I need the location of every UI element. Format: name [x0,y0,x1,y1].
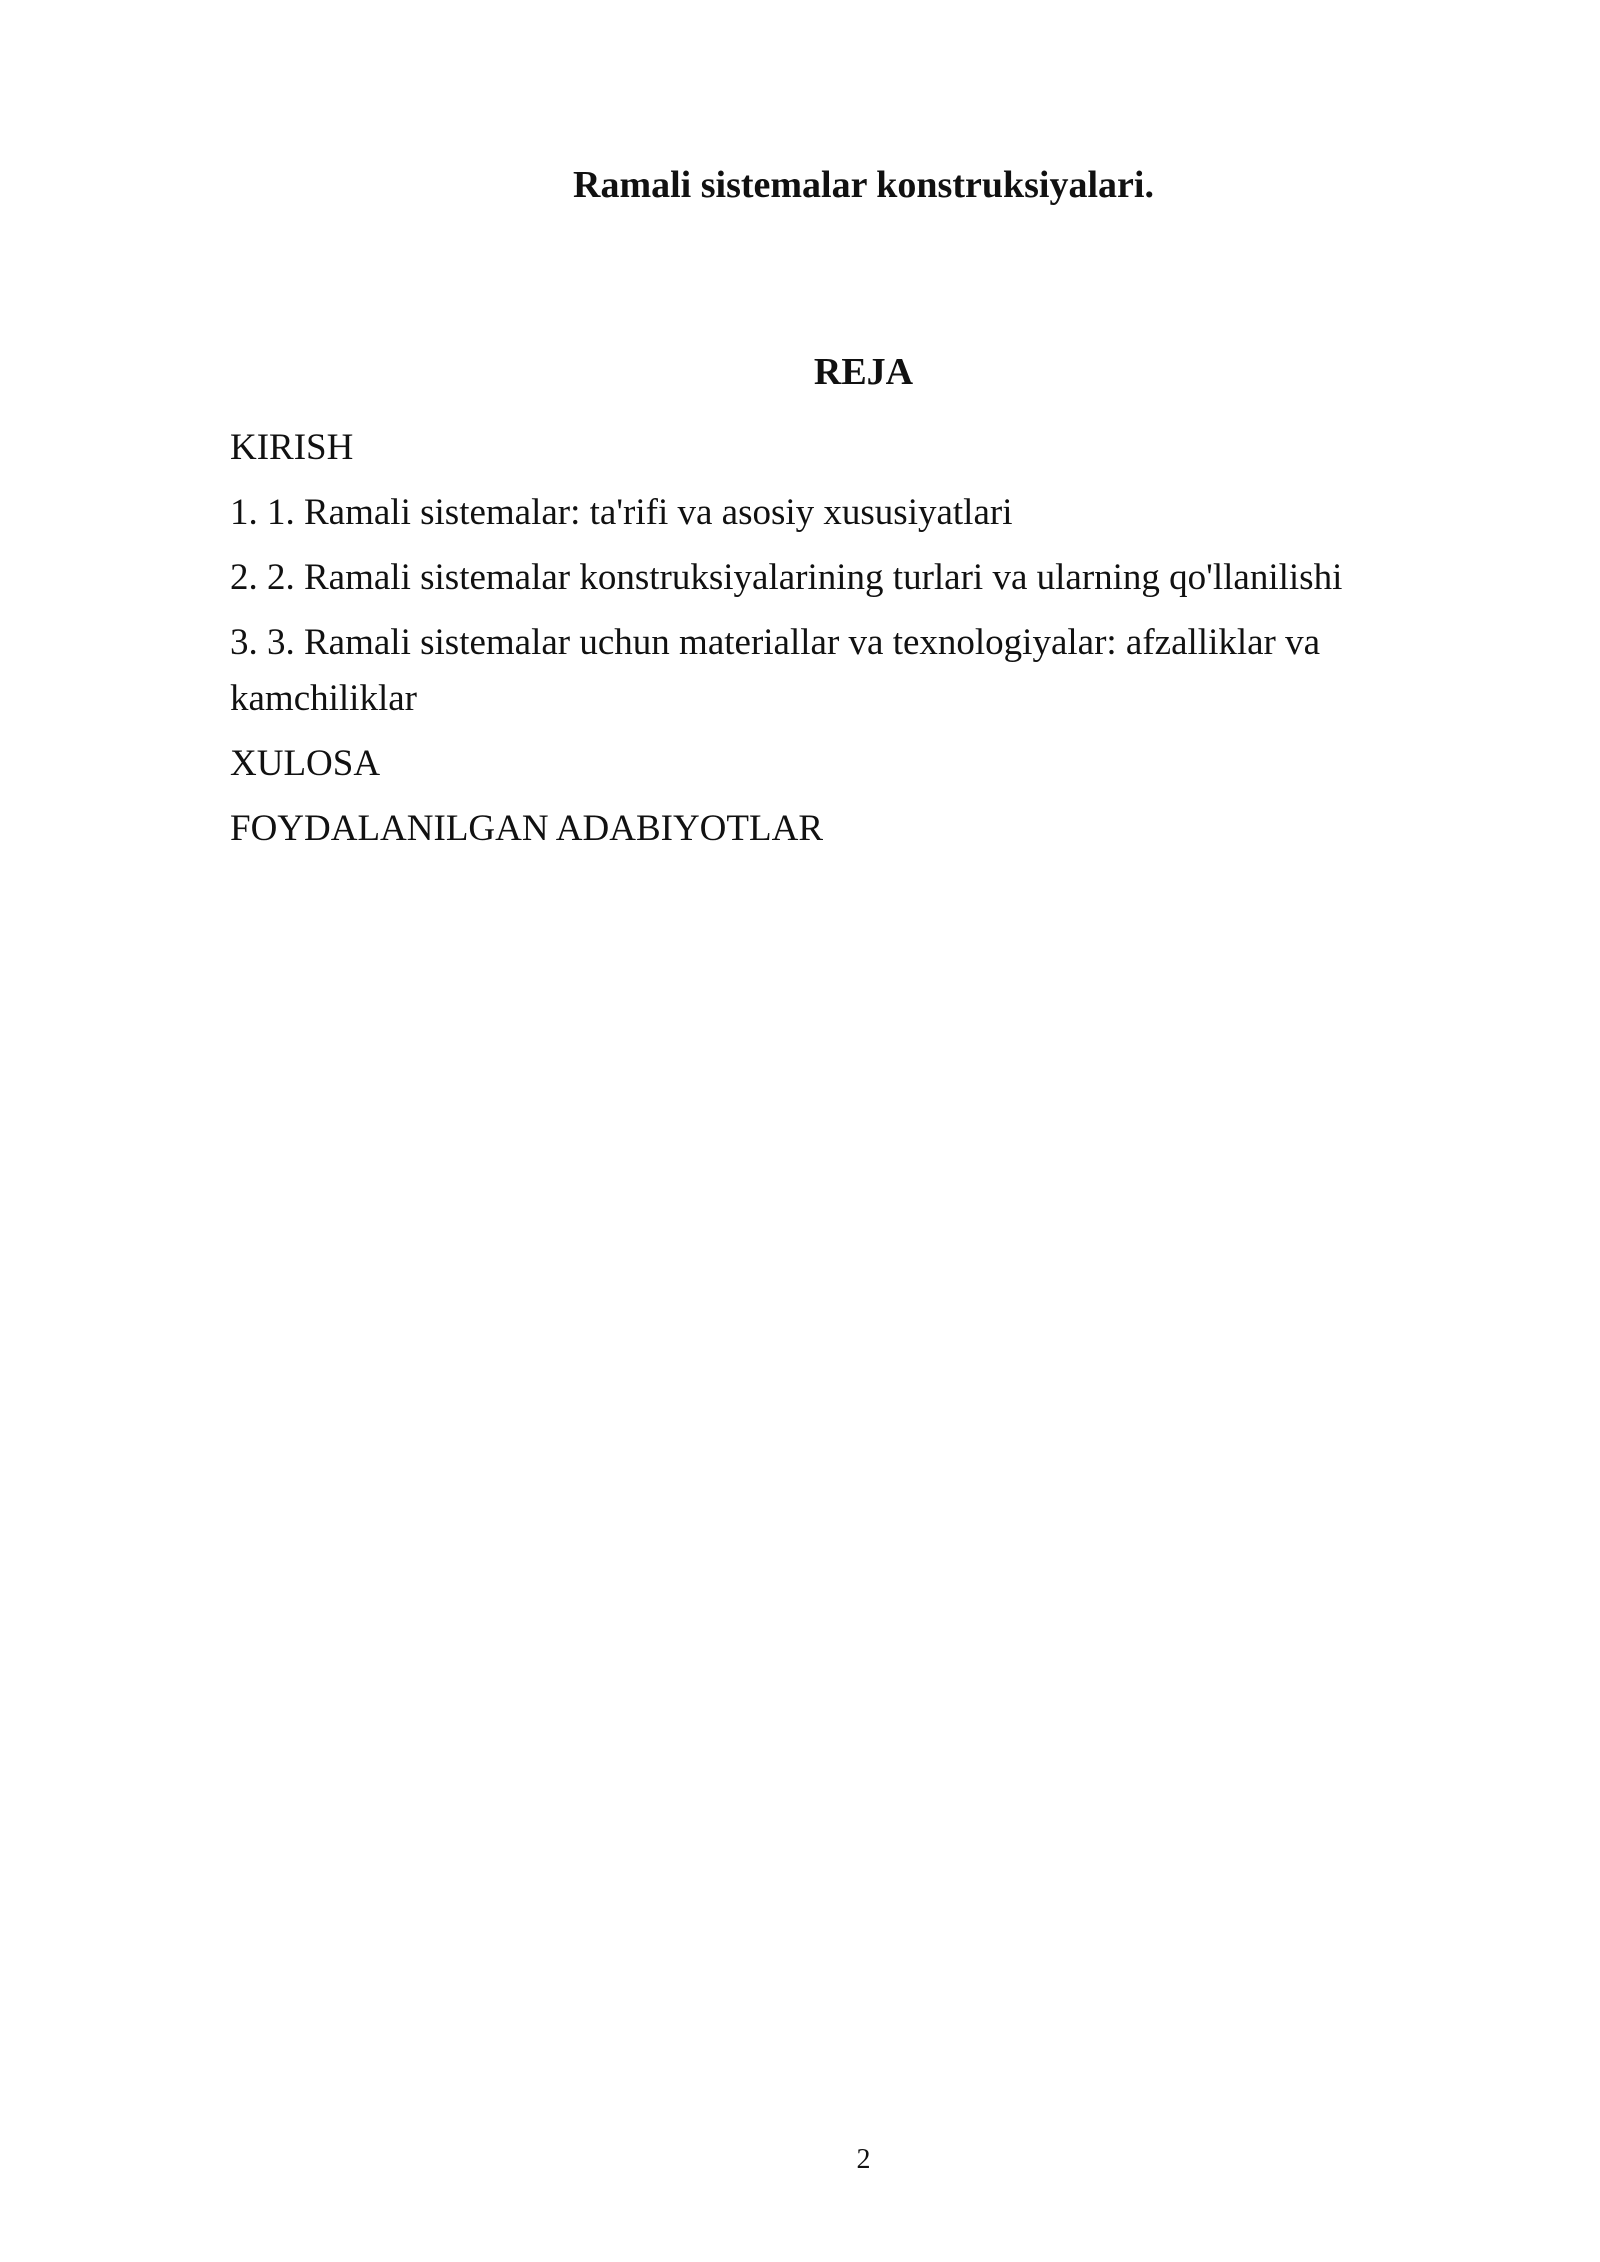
plan-item-introduction: KIRISH [230,427,354,468]
page-number: 2 [856,2144,871,2175]
plan-item-2: 2. 2. Ramali sistemalar konstruksiyalarining turlari va ularning qo'llanilishi [230,557,1343,598]
document-title: Ramali sistemalar konstruksiyalari. [573,164,1154,206]
plan-item-3: 3. 3. Ramali sistemalar uchun materiallar va texnologiyalar: afzalliklar va kamchiliklar [230,622,1321,719]
plan-list [230,420,1390,866]
plan-item-conclusion: XULOSA [230,743,381,784]
plan-item-1: 1. 1. Ramali sistemalar: ta'rifi va asosiy xususiyatlari [230,492,1013,533]
plan-heading: REJA [813,351,914,393]
plan-item-references: FOYDALANILGAN ADABIYOTLAR [230,808,823,849]
